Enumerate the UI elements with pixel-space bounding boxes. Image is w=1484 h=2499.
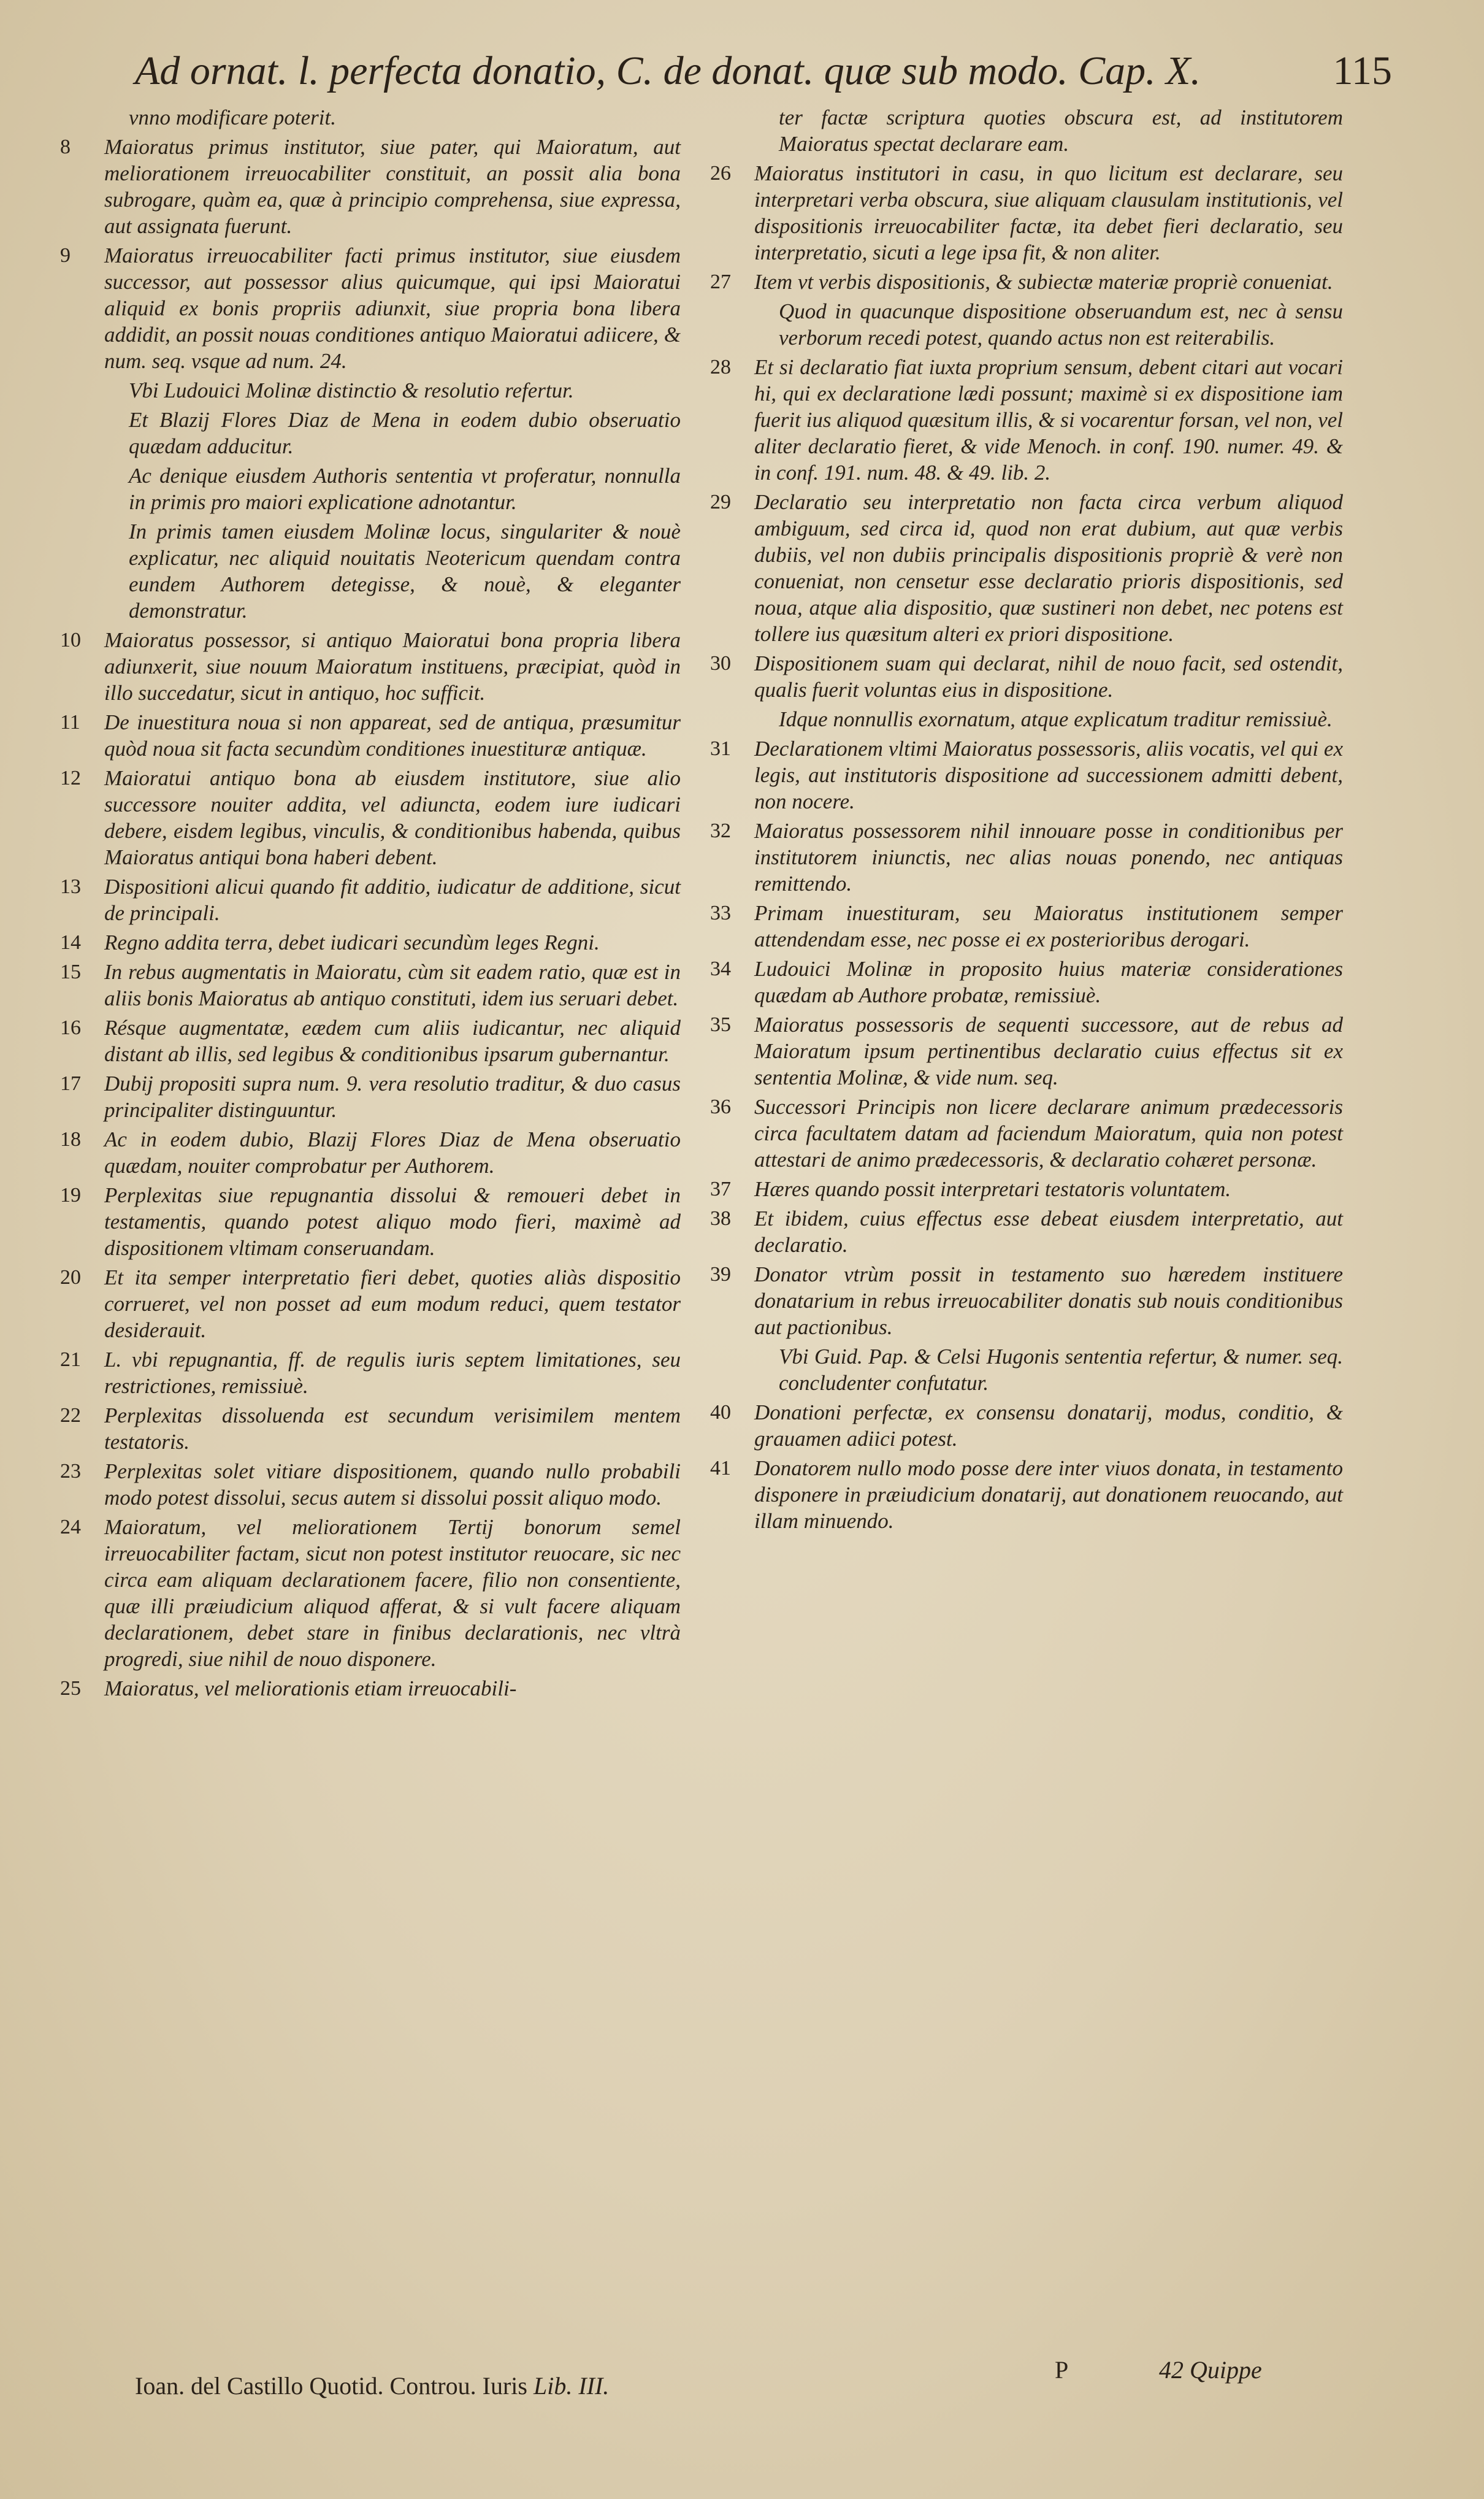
summary-entry [55, 1015, 681, 1067]
summary-entry [55, 765, 681, 870]
summary-entry [55, 1070, 681, 1123]
entry-text: Primam inuestituram, seu Maioratus institutionem semper attendendam esse, nec posse ei ex posterioribus derogari. [754, 901, 1343, 951]
summary-entry [705, 1261, 1343, 1340]
summary-entry [55, 1514, 681, 1672]
summary-entry [55, 377, 681, 404]
entry-text: Donator vtrùm possit in testamento suo hæredem instituere donatarium in rebus irreuocabiliter donatis sub nouis conditionibus aut pactionibus. [754, 1262, 1343, 1339]
entry-text: Donatorem nullo modo posse dere inter viuos donata, in testamento disponere in præiudicium donatarij, aut donationem reuocando, aut illam minuendo. [754, 1456, 1343, 1533]
entry-number: 39 [710, 1263, 731, 1286]
entry-text: Perplexitas dissoluenda est secundum verisimilem mentem testatoris. [104, 1403, 681, 1454]
entry-number: 10 [60, 629, 81, 651]
summary-entry [55, 518, 681, 624]
entry-number: 34 [710, 958, 731, 980]
summary-entry [705, 900, 1343, 953]
entry-text: Ludouici Molinæ in proposito huius materiæ considerationes quædam ab Authore probatæ, remissiuè. [754, 957, 1343, 1007]
page-number: 115 [1333, 48, 1392, 93]
summary-entry [705, 489, 1343, 647]
entry-number: 21 [60, 1348, 81, 1371]
summary-entry [55, 134, 681, 239]
entry-text: Hæres quando possit interpretari testatoris voluntatem. [754, 1177, 1231, 1201]
summary-entry [55, 929, 681, 956]
entry-number: 15 [60, 961, 81, 983]
summary-entry [705, 1012, 1343, 1091]
entry-number: 23 [60, 1460, 81, 1483]
entry-text: Maioratus primus institutor, siue pater, qui Maioratum, aut meliorationem irreuocabiliter constituit, an possit alia bona subrogare, quàm ea, quæ à principio comprehensa, siue expressa, aut assignata fuerunt. [104, 135, 681, 238]
entry-text: Maioratus possessorem nihil innouare posse in conditionibus per institutorem iniunctis, nec alias nouas ponendo, nec antiquas remittendo. [754, 819, 1343, 896]
summary-entry [705, 269, 1343, 295]
entry-text: Perplexitas solet vitiare dispositionem, quando nullo probabili modo potest dissolui, secus autem si dissolui possit aliquo modo. [104, 1459, 681, 1510]
summary-entry [705, 298, 1343, 351]
entry-number: 20 [60, 1266, 81, 1289]
entry-text: Résque augmentatæ, eædem cum aliis iudicantur, nec aliquid distant ab illis, sed legibus & conditionibus ipsarum gubernantur. [104, 1016, 681, 1066]
entry-number: 40 [710, 1401, 731, 1424]
entry-number: 37 [710, 1178, 731, 1200]
entry-number: 11 [60, 711, 80, 734]
footer-book: Lib. III. [533, 2372, 610, 2400]
footer [135, 2371, 748, 2400]
summary-entry [705, 650, 1343, 703]
entry-number: 16 [60, 1016, 81, 1039]
summary-entry [55, 104, 681, 131]
summary-entry [705, 1399, 1343, 1452]
entry-text: Donationi perfectæ, ex consensu donatarij, modus, conditio, & grauamen adiici potest. [754, 1400, 1343, 1451]
summary-entry [705, 104, 1343, 157]
entry-text: Declarationem vltimi Maioratus possessoris, aliis vocatis, vel qui ex legis, aut institutoris dispositione ad successionem admitti debent, non nocere. [754, 737, 1343, 813]
summary-entry [705, 956, 1343, 1008]
entry-number: 27 [710, 271, 731, 293]
summary-entry [705, 1094, 1343, 1173]
summary-entry [55, 1402, 681, 1455]
summary-entry [55, 1126, 681, 1179]
summary-entry [55, 463, 681, 515]
entry-number: 18 [60, 1128, 81, 1151]
summary-entry [55, 873, 681, 926]
entry-text: De inuestitura noua si non appareat, sed de antiqua, præsumitur quòd noua sit facta secundùm conditiones inuestituræ antiquæ. [104, 710, 681, 761]
entry-text: L. vbi repugnantia, ff. de regulis iuris septem limitationes, seu restrictiones, remissiuè. [104, 1348, 681, 1398]
summary-entry [55, 627, 681, 706]
entry-text: Declaratio seu interpretatio non facta circa verbum aliquod ambiguum, sed circa id, quod non erat dubium, aut quæ verbis dubiis, vel non dubiis principalis dispositionis propriè & verè non conueniat, non censetur esse declaratio prioris dispositionis, sed noua, atque alia dispositio, quæ sustineri non debet, nec potens est tollere ius quæsitum alteri ex priori dispositione. [754, 490, 1343, 646]
summary-entry [705, 1343, 1343, 1396]
summary-entry [55, 1182, 681, 1261]
entry-text: Maioratus institutori in casu, in quo licitum est declarare, seu interpretari verba obscura, siue aliquam clausulam institutionis, vel dispositionis irreuocabiliter factæ, ita debet fieri declaratio, seu interpretatio, sicuti a lege ipsa fit, & non aliter. [754, 161, 1343, 264]
entry-number: 38 [710, 1207, 731, 1230]
summary-entry [55, 1346, 681, 1399]
entry-number: 14 [60, 931, 81, 954]
summary-entry [55, 709, 681, 762]
entry-number: 35 [710, 1013, 731, 1036]
entry-text: Maioratui antiquo bona ab eiusdem institutore, siue alio successore nouiter addita, vel adiuncta, eodem iure iudicari debere, eisdem legibus, vinculis, & conditionibus habenda, quibus Maioratus antiqui bona haberi debent. [104, 766, 681, 869]
entry-text: Dispositionem suam qui declarat, nihil de nouo facit, sed ostendit, qualis fuerit voluntas eius in dispositione. [754, 651, 1343, 702]
summary-entry [55, 959, 681, 1012]
entry-text: In rebus augmentatis in Maioratu, cùm sit eadem ratio, quæ est in aliis bonis Maioratus ab antiquo constituti, idem ius seruari debet. [104, 960, 681, 1010]
entry-text: vnno modificare poterit. [129, 106, 336, 129]
entry-text: Et ibidem, cuius effectus esse debeat eiusdem interpretatio, aut declaratio. [754, 1207, 1343, 1257]
summary-entry [705, 354, 1343, 486]
entry-text: Dispositioni alicui quando fit additio, iudicatur de additione, sicut de principali. [104, 875, 681, 925]
entry-number: 25 [60, 1677, 81, 1700]
entry-number: 26 [710, 162, 731, 185]
entry-number: 28 [710, 356, 731, 378]
summary-entry [55, 407, 681, 459]
entry-number: 33 [710, 902, 731, 924]
signature-mark: P [1055, 2356, 1069, 2384]
footer-author: Ioan. del Castillo Quotid. Controu. Iuris [135, 2372, 527, 2400]
entry-text: Maioratus irreuocabiliter facti primus institutor, siue eiusdem successor, aut possessor alius quicumque, qui ipsi Maioratui aliquid ex bonis propriis adiunxit, siue propria bona libera addidit, an possit nouas conditiones antiquo Maioratui adiicere, & num. seq. vsque ad num. 24. [104, 244, 681, 373]
summary-entry [705, 706, 1343, 732]
entry-text: Perplexitas siue repugnantia dissolui & remoueri debet in testamentis, quando potest aliquo modo fieri, maximè ad dispositionem vltimam conseruandam. [104, 1183, 681, 1260]
entry-text: Et ita semper interpretatio fieri debet, quoties aliàs dispositio corrueret, vel non posset ad eum modum reduci, quem testator desiderauit. [104, 1265, 681, 1342]
entry-text: Et si declaratio fiat iuxta proprium sensum, debent citari aut vocari hi, qui ex declaratione lædi possunt; maximè si ex dispositione iam fuerit ius aliquod quæsitum illis, & si vocarentur forsan, vel non, vel aliter declaratio fieret, & vide Menoch. in conf. 190. numer. 49. & in conf. 191. num. 48. & 49. lib. 2. [754, 355, 1343, 485]
entry-number: 36 [710, 1096, 731, 1118]
summary-entry [55, 242, 681, 374]
entry-text: Et Blazij Flores Diaz de Mena in eodem dubio obseruatio quædam adducitur. [129, 408, 681, 458]
entry-number: 29 [710, 491, 731, 513]
running-title: Ad ornat. l. perfecta donatio, C. de donat. quæ sub modo. Cap. X. [135, 48, 1201, 93]
entry-number: 24 [60, 1516, 81, 1538]
summary-entry [705, 1455, 1343, 1534]
entry-number: 8 [60, 136, 71, 158]
entry-number: 19 [60, 1184, 81, 1207]
entry-text: ter factæ scriptura quoties obscura est, ad institutorem Maioratus spectat declarare eam. [779, 106, 1343, 156]
entry-text: Dubij propositi supra num. 9. vera resolutio traditur, & duo casus principaliter distinguuntur. [104, 1072, 681, 1122]
summary-entry [705, 160, 1343, 266]
entry-text: Maioratum, vel meliorationem Tertij bonorum semel irreuocabiliter factam, sicut non potest institutor reuocare, sic nec circa eam aliquam declarationem facere, filio non consentiente, quæ illi præiudicium aliquod afferat, & si vult facere aliquam declarationem, debet stare in finibus declarationis, nec vltrà progredi, siue nihil de nouo disponere. [104, 1515, 681, 1671]
entry-number: 13 [60, 875, 81, 898]
left-column [55, 104, 681, 1705]
summary-entry [55, 1264, 681, 1343]
entry-number: 32 [710, 820, 731, 842]
entry-number: 31 [710, 737, 731, 760]
summary-entry [705, 1176, 1343, 1202]
entry-text: In primis tamen eiusdem Molinæ locus, singulariter & nouè explicatur, nec aliquid nouitatis Neotericum quendam contra eundem Authorem detegisse, & nouè, & eleganter demonstratur. [129, 520, 681, 623]
entry-text: Vbi Guid. Pap. & Celsi Hugonis sententia refertur, & numer. seq. concludenter confutatur. [779, 1345, 1343, 1395]
entry-text: Maioratus, vel meliorationis etiam irreuocabili- [104, 1676, 517, 1700]
entry-text: Successori Principis non licere declarare animum prædecessoris circa facultatem datam ad faciendum Maioratum, quia non potest attestari de animo prædecessoris, & declaratio cohæret personæ. [754, 1095, 1343, 1172]
entry-number: 12 [60, 767, 81, 789]
summary-entry [705, 735, 1343, 815]
entry-text: Quod in quacunque dispositione obseruandum est, nec à sensu verborum recedi potest, quando actus non est reiterabilis. [779, 299, 1343, 350]
entry-number: 9 [60, 244, 71, 267]
entry-text: Ac denique eiusdem Authoris sententia vt proferatur, nonnulla in primis pro maiori explicatione adnotantur. [129, 464, 681, 514]
entry-text: Maioratus possessoris de sequenti successore, aut de rebus ad Maioratum ipsum pertinentibus declaratio cuius effectus sit ex sententia Molinæ, & vide num. seq. [754, 1013, 1343, 1089]
entry-number: 30 [710, 652, 731, 675]
entry-text: Item vt verbis dispositionis, & subiectæ materiæ propriè conueniat. [754, 270, 1333, 294]
entry-text: Regno addita terra, debet iudicari secundùm leges Regni. [104, 931, 600, 954]
entry-text: Maioratus possessor, si antiquo Maioratui bona propria libera adiunxerit, siue nouum Maioratum instituens, præcipiat, quòd in illo succedatur, sicut in antiquo, hoc sufficit. [104, 628, 681, 705]
entry-text: Ac in eodem dubio, Blazij Flores Diaz de Mena obseruatio quædam, nouiter comprobatur per Authorem. [104, 1127, 681, 1178]
entry-text: Idque nonnullis exornatum, atque explicatum traditur remissiuè. [779, 707, 1333, 731]
summary-entry [55, 1675, 681, 1702]
catchword: 42 Quippe [1159, 2356, 1262, 2384]
entry-text: Vbi Ludouici Molinæ distinctio & resolutio refertur. [129, 378, 574, 402]
summary-entry [705, 818, 1343, 897]
summary-entry [705, 1205, 1343, 1258]
right-column [705, 104, 1343, 1537]
entry-number: 17 [60, 1072, 81, 1095]
entry-number: 22 [60, 1404, 81, 1427]
summary-entry [55, 1458, 681, 1511]
entry-number: 41 [710, 1457, 731, 1480]
